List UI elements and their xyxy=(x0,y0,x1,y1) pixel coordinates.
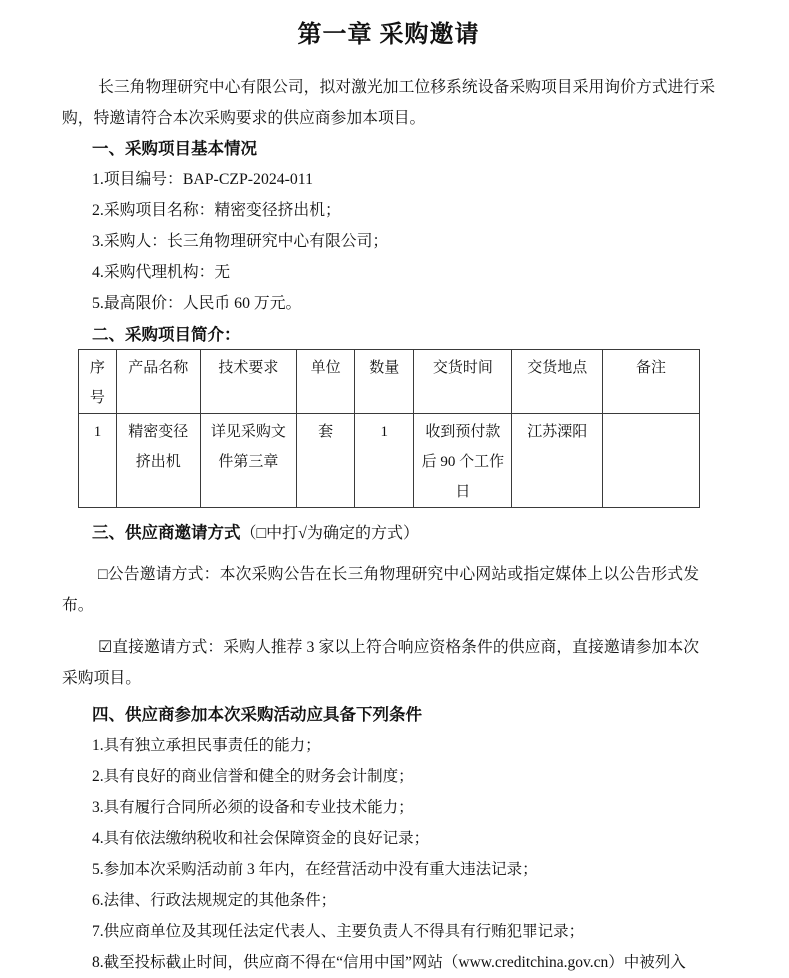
list-item-project-name: 2.采购项目名称：精密变径挤出机； xyxy=(92,202,341,219)
col-header-qty: 数量 xyxy=(355,350,414,414)
checkbox-unchecked-icon: □ xyxy=(98,566,108,583)
list-item-project-number: 1.项目编号：BAP-CZP-2024-011 xyxy=(92,171,314,188)
condition-item-4: 4.具有依法缴纳税收和社会保障资金的良好记录； xyxy=(92,830,430,847)
direct-invite-text: 直接邀请方式：采购人推荐 3 家以上符合响应资格条件的供应商，直接邀请参加本次采购项目。 xyxy=(62,639,699,687)
page-title: 第一章 采购邀请 xyxy=(297,22,480,48)
section-4-heading: 四、供应商参加本次采购活动应具备下列条件 xyxy=(92,705,422,724)
list-item-agency: 4.采购代理机构：无 xyxy=(92,264,231,281)
condition-item-5: 5.参加本次采购活动前 3 年内，在经营活动中没有重大违法记录； xyxy=(92,861,538,878)
cell-product-name: 精密变径挤出机 xyxy=(116,414,200,508)
section-3-heading-note: （□中打√为确定的方式） xyxy=(240,525,419,542)
condition-item-3: 3.具有履行合同所必须的设备和专业技术能力； xyxy=(92,799,414,816)
section-3-heading xyxy=(92,518,715,549)
list-item-purchaser: 3.采购人：长三角物理研究中心有限公司； xyxy=(92,233,389,250)
col-header-seq: 序号 xyxy=(79,350,117,414)
section-1-heading: 一、采购项目基本情况 xyxy=(92,139,257,158)
checkbox-checked-icon: ☑ xyxy=(98,639,113,656)
list-item-price-limit: 5.最高限价：人民币 60 万元。 xyxy=(92,295,302,312)
col-header-product-name: 产品名称 xyxy=(116,350,200,414)
intro-paragraph: 长三角物理研究中心有限公司，拟对激光加工位移系统设备采购项目采用询价方式进行采购，特邀请符合本次采购要求的供应商参加本项目。 xyxy=(62,79,715,127)
condition-item-6: 6.法律、行政法规规定的其他条件； xyxy=(92,892,337,909)
announcement-invite-text: 公告邀请方式：本次采购公告在长三角物理研究中心网站或指定媒体上以公告形式发布。 xyxy=(62,566,699,614)
cell-remark xyxy=(603,414,700,508)
cell-unit: 套 xyxy=(296,414,354,508)
section-3-heading-text: 三、供应商邀请方式 xyxy=(92,523,241,542)
table-header-row xyxy=(79,350,700,414)
cell-delivery-time: 收到预付款后 90 个工作日 xyxy=(414,414,512,508)
col-header-delivery-place: 交货地点 xyxy=(512,350,603,414)
cell-delivery-place: 江苏溧阳 xyxy=(512,414,603,508)
col-header-unit: 单位 xyxy=(296,350,354,414)
condition-item-7: 7.供应商单位及其现任法定代表人、主要负责人不得具有行贿犯罪记录； xyxy=(92,923,585,940)
condition-item-8: 8.截至投标截止时间，供应商不得在“信用中国”网站（www.creditchina.gov.cn）中被列入 xyxy=(92,954,686,971)
col-header-tech-req: 技术要求 xyxy=(200,350,296,414)
cell-qty: 1 xyxy=(355,414,414,508)
direct-invite-paragraph xyxy=(62,632,715,694)
condition-item-2: 2.具有良好的商业信誉和健全的财务会计制度； xyxy=(92,768,414,785)
cell-tech-req: 详见采购文件第三章 xyxy=(200,414,296,508)
procurement-items-table xyxy=(78,349,700,508)
cell-seq: 1 xyxy=(79,414,117,508)
col-header-delivery-time: 交货时间 xyxy=(414,350,512,414)
section-2-heading: 二、采购项目简介： xyxy=(92,325,241,344)
table-row xyxy=(79,414,700,508)
condition-item-1: 1.具有独立承担民事责任的能力； xyxy=(92,737,321,754)
announcement-invite-paragraph xyxy=(62,559,715,621)
col-header-remark: 备注 xyxy=(603,350,700,414)
